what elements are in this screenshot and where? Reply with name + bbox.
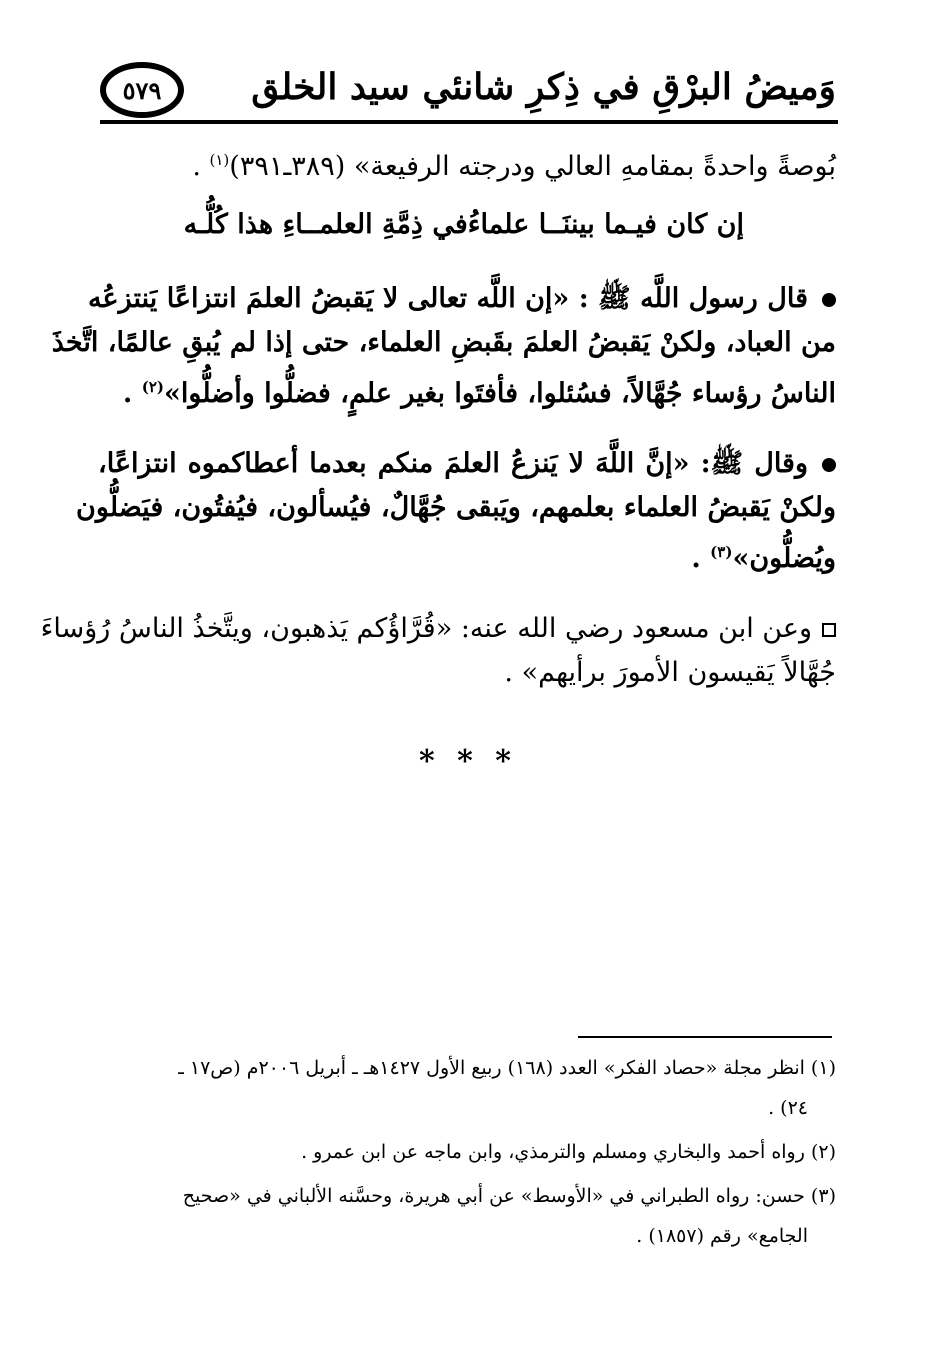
para1-line1: قال رسول اللَّه ﷺ : «إن اللَّه تعالى لا يَقبضُ العلمَ انتزاعًا يَنتزعُه [98,277,836,321]
para2-line2: ولكنْ يَقبضُ العلماء بعلمهم، ويَبقى جُهَّالٌ، فيُسألون، فيُفتُون، فيَضلُّون [76,492,836,523]
para2-line1: وقال ﷺ: «إنَّ اللَّهَ لا يَنزعُ العلمَ منكم بعدما أعطاكموه انتزاعًا، [98,442,836,486]
footnotes [98,1048,836,1256]
para1-line2: من العباد، ولكنْ يَقبضُ العلمَ بقَبضِ العلماء، حتى إذا لم يُبقِ عالمًا، اتَّخذَ [51,327,836,358]
verse-right-hemistich: إن كان فيـما بيننَــا علماءُ [467,209,744,240]
bullet-icon [822,293,836,307]
footnote-3-line2: الجامع» رقم (١٨٥٧) . [636,1225,808,1247]
footnote-2: (٢) رواه أحمد والبخاري ومسلم والترمذي، وابن ماجه عن ابن عمرو . [301,1141,836,1163]
page-number: ٥٧٩ [122,75,162,105]
footnote-divider [578,1036,832,1038]
intro-end: . [192,151,210,182]
hadith-paragraph-1 [51,277,836,416]
footnote-ref-2: (٢) [141,378,164,396]
para1-line3: الناسُ رؤساء جُهَّالاً، فسُئلوا، فأفتَوا بغير علمٍ، فضلُّوا وأضلُّوا»$^{(٢)}$ . [122,378,836,409]
athar-paragraph [40,607,836,695]
intro-line [98,138,836,189]
para3-line2: جُهَّالاً يَقيسون الأمورَ برأيهم» . [504,657,836,688]
section-separator: * * * [419,744,517,779]
footnote-1-line2: ٢٤) . [768,1097,808,1119]
square-bullet-icon [822,623,836,637]
para2-line3: ويُضلُّون»$^{(٣)}$ . [691,543,836,574]
bullet-icon [822,458,836,472]
page-number-badge [100,62,184,118]
running-header-title: وَميضُ البرْقِ في ذِكرِ شانئي سيد الخلق [251,66,836,108]
hadith-paragraph-2 [76,442,836,581]
verse-left-hemistich: في ذِمَّةِ العلمــاءِ هذا كُلُّـه [183,209,468,240]
para3-line1: وعن ابن مسعود رضي الله عنه: «قُرَّاؤُكم يَذهبون، ويتَّخذُ الناسُ رُؤساءَ [98,607,836,651]
header-divider [100,120,838,124]
poetry-verse [183,199,744,251]
intro-text: بُوصةً واحدةً بمقامهِ العالي ودرجته الرفيعة» (٣٨٩ـ٣٩١) [229,151,836,182]
footnote-3-line1: (٣) حسن: رواه الطبراني في «الأوسط» عن أبي هريرة، وحسَّنه الألباني في «صحيح [182,1185,836,1207]
footnote-1-line1: (١) انظر مجلة «حصاد الفكر» العدد (١٦٨) ربيع الأول ١٤٢٧هـ ـ أبريل ٢٠٠٦م (ص١٧ ـ [178,1057,836,1079]
main-text [40,138,836,695]
footnote-ref-3: (٣) [710,543,733,561]
footnote-ref-1: (١) [209,151,230,169]
